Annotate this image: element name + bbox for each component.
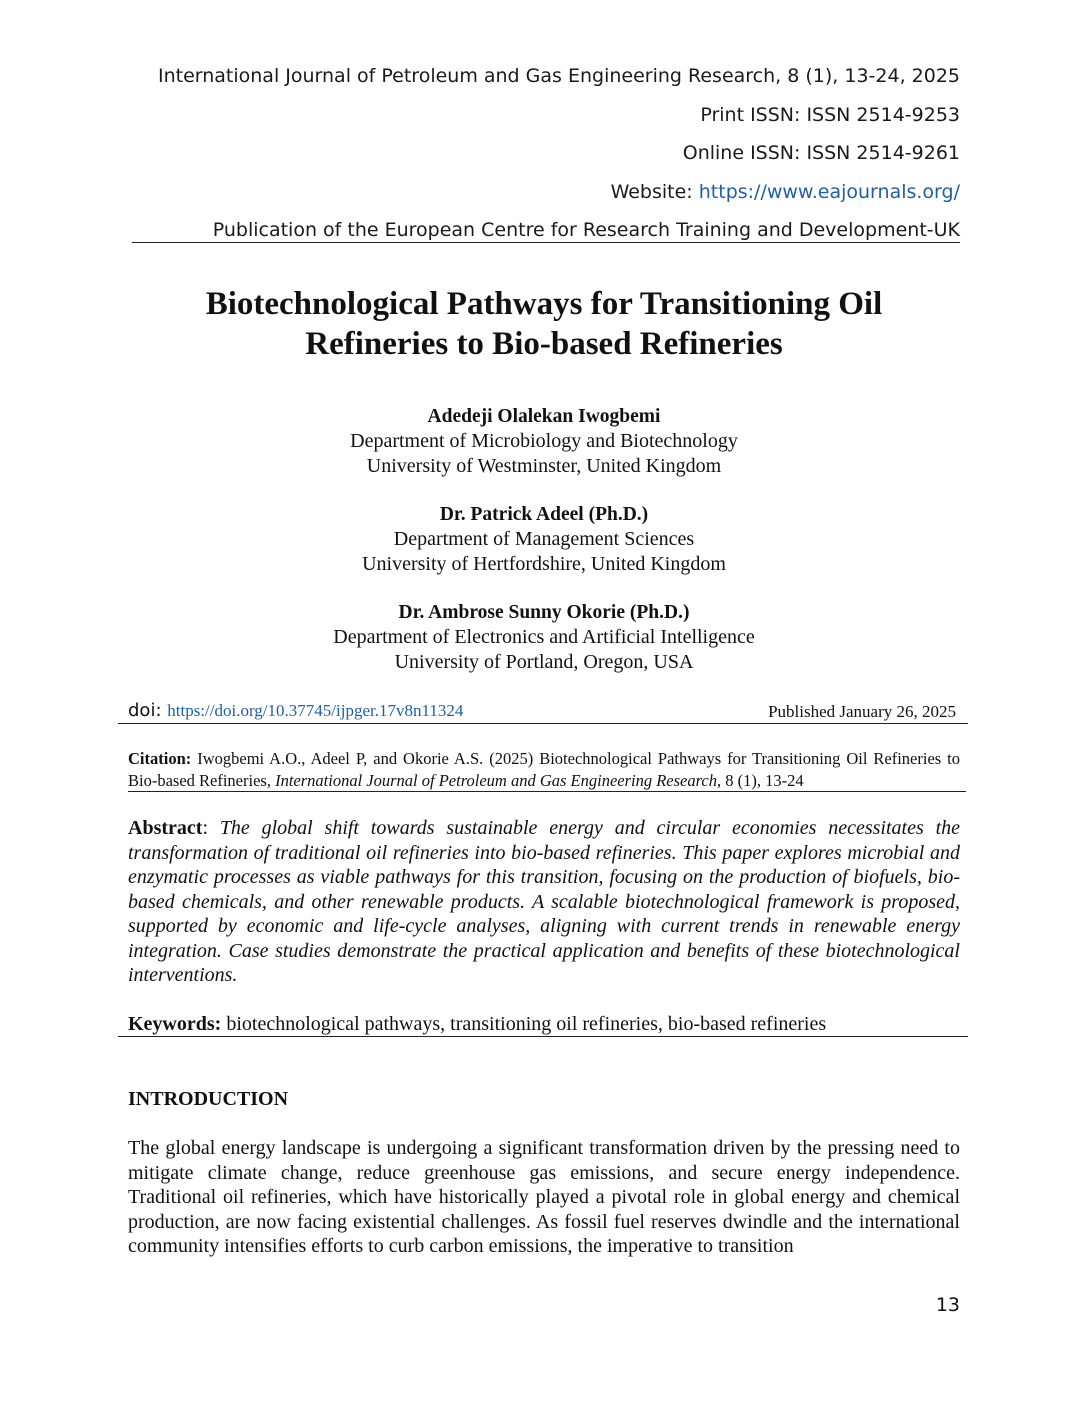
citation-label: Citation: [128,749,192,768]
author-block-2 [144,502,944,577]
author-name: Dr. Patrick Adeel (Ph.D.) [439,504,649,525]
doi-divider [118,723,968,724]
section-heading-introduction: INTRODUCTION [128,1088,289,1110]
print-issn: Print ISSN: ISSN 2514-9253 [700,104,960,126]
author-institution: University of Hertfordshire, United Kingdom [362,553,726,575]
author-department: Department of Microbiology and Biotechnology [350,430,738,452]
doi-label: doi [128,700,156,721]
doi-row [128,700,960,724]
author-institution: University of Westminster, United Kingdom [366,455,722,477]
keywords-label: Keywords: [128,1013,222,1035]
author-name: Adedeji Olalekan Iwogbemi [427,406,661,427]
keywords [128,1012,960,1037]
abstract-text: The global shift towards sustainable energy and circular economies necessitates the transformation of traditional oil refineries into bio-based refineries. This paper explores microbial and enzymatic processes as viable pathways for this transition, focusing on the production of biofuels, bio-based chemicals, and other renewable products. A scalable biotechnological framework is proposed, supported by economic and life-cycle analyses, aligning with current trends in renewable energy integration. Case studies demonstrate the practical application and benefits of these biotechnological interventions. [128,817,961,986]
author-name: Dr. Ambrose Sunny Okorie (Ph.D.) [398,602,690,623]
online-issn: Online ISSN: ISSN 2514-9261 [682,142,960,164]
author-block-1 [144,404,944,479]
paper-title [100,284,988,364]
author-department: Department of Electronics and Artificial Intelligence [333,626,755,648]
citation-journal: International Journal of Petroleum and Gas Engineering Research [275,771,718,790]
citation-text: Iwogbemi A.O., Adeel P, and Okorie A.S. (2025) Biotechnological Pathways for Transitioning Oil Refineries to Bio-based Refineries, [128,749,960,790]
published-date: Published January 26, 2025 [768,702,956,721]
website-link[interactable]: https://www.eajournals.org/ [698,181,960,203]
author-institution: University of Portland, Oregon, USA [394,651,694,673]
abstract-colon: : [202,817,220,839]
citation-tail: , 8 (1), 13-24 [717,771,804,790]
journal-citation-line: International Journal of Petroleum and Gas Engineering Research, 8 (1), 13-24, 2025 [157,65,960,87]
citation-divider [128,791,966,792]
publisher-line: Publication of the European Centre for Research Training and Development-UK [212,219,960,241]
doi-separator: : [155,700,168,721]
doi-link[interactable]: https://doi.org/10.37745/ijpger.17v8n11324 [167,701,464,720]
header-divider [132,242,960,243]
citation [128,748,960,792]
author-department: Department of Management Sciences [393,528,695,550]
author-block-3 [144,600,944,675]
abstract [128,816,960,988]
title-line-1: Biotechnological Pathways for Transitioning Oil [205,286,883,322]
keywords-text: biotechnological pathways, transitioning oil refineries, bio-based refineries [221,1013,827,1035]
website-line [611,180,960,204]
title-line-2: Refineries to Bio-based Refineries [305,326,783,362]
website-label: Website: [610,181,699,203]
keywords-divider [118,1036,968,1037]
abstract-label: Abstract [128,817,203,839]
introduction-paragraph: The global energy landscape is undergoing a significant transformation driven by the pressing need to mitigate climate change, reduce greenhouse gas emissions, and secure energy independence. Traditional oil refineries, which have historically played a pivotal role in global energy and chemical production, are now facing existential challenges. As fossil fuel reserves dwindle and the international community intensifies efforts to curb carbon emissions, the imperative to transition [128,1137,960,1258]
page-number: 13 [935,1294,960,1316]
